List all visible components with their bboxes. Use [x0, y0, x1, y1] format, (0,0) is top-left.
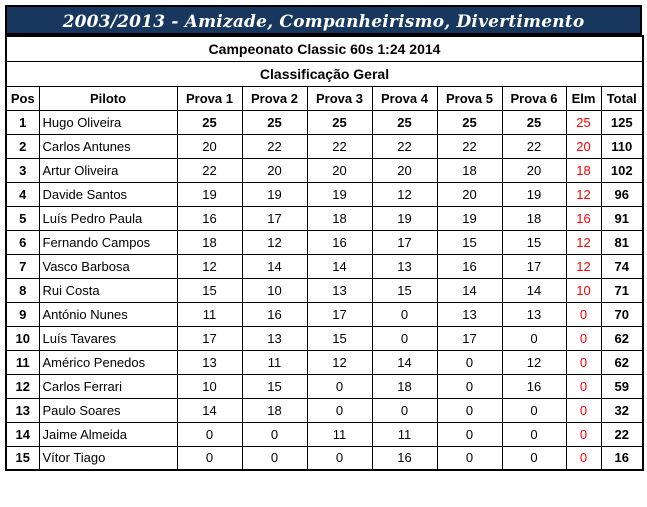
prova-1-cell: 22: [177, 158, 242, 182]
prova-4-cell: 0: [372, 398, 437, 422]
prova-1-cell: 11: [177, 302, 242, 326]
pos-cell: 3: [6, 158, 39, 182]
prova-2-cell: 15: [242, 374, 307, 398]
prova-1-cell: 13: [177, 350, 242, 374]
prova-4-cell: 25: [372, 110, 437, 134]
pos-cell: 14: [6, 422, 39, 446]
elm-cell: 12: [566, 254, 601, 278]
prova-2-cell: 18: [242, 398, 307, 422]
pos-cell: 9: [6, 302, 39, 326]
table-row: [6, 182, 643, 206]
header-total: Total: [601, 86, 643, 110]
prova-6-cell: 14: [502, 278, 566, 302]
prova-3-cell: 0: [307, 374, 372, 398]
piloto-cell: Luís Tavares: [39, 326, 177, 350]
piloto-cell: Davide Santos: [39, 182, 177, 206]
elm-cell: 20: [566, 134, 601, 158]
total-cell: 62: [601, 350, 643, 374]
prova-3-cell: 17: [307, 302, 372, 326]
header-piloto: Piloto: [39, 86, 177, 110]
prova-3-cell: 16: [307, 230, 372, 254]
prova-3-cell: 20: [307, 158, 372, 182]
piloto-cell: Rui Costa: [39, 278, 177, 302]
piloto-cell: Jaime Almeida: [39, 422, 177, 446]
elm-cell: 0: [566, 326, 601, 350]
prova-2-cell: 0: [242, 422, 307, 446]
elm-cell: 12: [566, 182, 601, 206]
total-cell: 70: [601, 302, 643, 326]
prova-3-cell: 18: [307, 206, 372, 230]
prova-5-cell: 0: [437, 446, 502, 470]
prova-5-cell: 14: [437, 278, 502, 302]
header-prova-2: Prova 2: [242, 86, 307, 110]
prova-1-cell: 25: [177, 110, 242, 134]
table-row: [6, 446, 643, 470]
total-cell: 102: [601, 158, 643, 182]
standings-table: [5, 35, 644, 471]
total-cell: 74: [601, 254, 643, 278]
total-cell: 110: [601, 134, 643, 158]
elm-cell: 12: [566, 230, 601, 254]
table-row: [6, 398, 643, 422]
header-row: [6, 86, 643, 110]
pos-cell: 7: [6, 254, 39, 278]
table-row: [6, 326, 643, 350]
prova-6-cell: 20: [502, 158, 566, 182]
prova-4-cell: 11: [372, 422, 437, 446]
prova-4-cell: 14: [372, 350, 437, 374]
prova-3-cell: 19: [307, 182, 372, 206]
prova-6-cell: 0: [502, 422, 566, 446]
standings-rows: [6, 110, 643, 470]
pos-cell: 11: [6, 350, 39, 374]
prova-6-cell: 0: [502, 446, 566, 470]
prova-6-cell: 15: [502, 230, 566, 254]
header-prova-3: Prova 3: [307, 86, 372, 110]
table-row: [6, 302, 643, 326]
standings-sheet: [5, 5, 642, 471]
pos-cell: 2: [6, 134, 39, 158]
header-prova-1: Prova 1: [177, 86, 242, 110]
prova-5-cell: 13: [437, 302, 502, 326]
table-row: [6, 230, 643, 254]
piloto-cell: Artur Oliveira: [39, 158, 177, 182]
prova-4-cell: 22: [372, 134, 437, 158]
elm-cell: 0: [566, 422, 601, 446]
elm-cell: 0: [566, 302, 601, 326]
prova-4-cell: 0: [372, 302, 437, 326]
piloto-cell: Carlos Ferrari: [39, 374, 177, 398]
prova-4-cell: 18: [372, 374, 437, 398]
pos-cell: 8: [6, 278, 39, 302]
table-row: [6, 206, 643, 230]
piloto-cell: Vítor Tiago: [39, 446, 177, 470]
table-row: [6, 374, 643, 398]
prova-5-cell: 15: [437, 230, 502, 254]
prova-3-cell: 22: [307, 134, 372, 158]
pos-cell: 1: [6, 110, 39, 134]
prova-6-cell: 0: [502, 326, 566, 350]
table-row: [6, 110, 643, 134]
prova-5-cell: 17: [437, 326, 502, 350]
banner-title: 2003/2013 - Amizade, Companheirismo, Divertimento: [5, 5, 642, 35]
prova-4-cell: 20: [372, 158, 437, 182]
pos-cell: 15: [6, 446, 39, 470]
prova-1-cell: 10: [177, 374, 242, 398]
prova-5-cell: 0: [437, 350, 502, 374]
elm-cell: 10: [566, 278, 601, 302]
prova-4-cell: 16: [372, 446, 437, 470]
total-cell: 71: [601, 278, 643, 302]
prova-1-cell: 0: [177, 446, 242, 470]
header-prova-6: Prova 6: [502, 86, 566, 110]
pos-cell: 4: [6, 182, 39, 206]
prova-3-cell: 14: [307, 254, 372, 278]
total-cell: 32: [601, 398, 643, 422]
table-row: [6, 134, 643, 158]
prova-2-cell: 20: [242, 158, 307, 182]
prova-5-cell: 25: [437, 110, 502, 134]
total-cell: 16: [601, 446, 643, 470]
prova-2-cell: 22: [242, 134, 307, 158]
total-cell: 96: [601, 182, 643, 206]
table-row: [6, 254, 643, 278]
pos-cell: 5: [6, 206, 39, 230]
piloto-cell: Carlos Antunes: [39, 134, 177, 158]
prova-2-cell: 12: [242, 230, 307, 254]
elm-cell: 0: [566, 446, 601, 470]
prova-3-cell: 12: [307, 350, 372, 374]
piloto-cell: Paulo Soares: [39, 398, 177, 422]
total-cell: 22: [601, 422, 643, 446]
elm-cell: 18: [566, 158, 601, 182]
prova-5-cell: 18: [437, 158, 502, 182]
table-row: [6, 158, 643, 182]
pos-cell: 6: [6, 230, 39, 254]
prova-1-cell: 15: [177, 278, 242, 302]
piloto-cell: António Nunes: [39, 302, 177, 326]
prova-2-cell: 25: [242, 110, 307, 134]
prova-5-cell: 0: [437, 374, 502, 398]
prova-3-cell: 13: [307, 278, 372, 302]
prova-1-cell: 16: [177, 206, 242, 230]
prova-1-cell: 12: [177, 254, 242, 278]
header-prova-4: Prova 4: [372, 86, 437, 110]
championship-title: Campeonato Classic 60s 1:24 2014: [6, 36, 643, 61]
pos-cell: 10: [6, 326, 39, 350]
prova-1-cell: 17: [177, 326, 242, 350]
prova-5-cell: 16: [437, 254, 502, 278]
prova-4-cell: 15: [372, 278, 437, 302]
prova-6-cell: 17: [502, 254, 566, 278]
prova-2-cell: 10: [242, 278, 307, 302]
elm-cell: 16: [566, 206, 601, 230]
prova-5-cell: 0: [437, 398, 502, 422]
header-prova-5: Prova 5: [437, 86, 502, 110]
prova-1-cell: 20: [177, 134, 242, 158]
prova-2-cell: 19: [242, 182, 307, 206]
prova-4-cell: 12: [372, 182, 437, 206]
prova-6-cell: 22: [502, 134, 566, 158]
pos-cell: 13: [6, 398, 39, 422]
total-cell: 59: [601, 374, 643, 398]
prova-3-cell: 11: [307, 422, 372, 446]
prova-1-cell: 18: [177, 230, 242, 254]
prova-4-cell: 0: [372, 326, 437, 350]
piloto-cell: Hugo Oliveira: [39, 110, 177, 134]
prova-5-cell: 22: [437, 134, 502, 158]
header-pos: Pos: [6, 86, 39, 110]
total-cell: 125: [601, 110, 643, 134]
prova-2-cell: 16: [242, 302, 307, 326]
prova-3-cell: 15: [307, 326, 372, 350]
table-row: [6, 422, 643, 446]
elm-cell: 0: [566, 374, 601, 398]
table-row: [6, 350, 643, 374]
prova-5-cell: 20: [437, 182, 502, 206]
prova-4-cell: 17: [372, 230, 437, 254]
prova-6-cell: 19: [502, 182, 566, 206]
prova-5-cell: 0: [437, 422, 502, 446]
prova-6-cell: 0: [502, 398, 566, 422]
prova-2-cell: 11: [242, 350, 307, 374]
prova-3-cell: 25: [307, 110, 372, 134]
prova-3-cell: 0: [307, 398, 372, 422]
prova-1-cell: 14: [177, 398, 242, 422]
total-cell: 91: [601, 206, 643, 230]
piloto-cell: Luís Pedro Paula: [39, 206, 177, 230]
total-cell: 81: [601, 230, 643, 254]
prova-2-cell: 17: [242, 206, 307, 230]
prova-6-cell: 25: [502, 110, 566, 134]
elm-cell: 0: [566, 398, 601, 422]
prova-6-cell: 13: [502, 302, 566, 326]
prova-2-cell: 14: [242, 254, 307, 278]
elm-cell: 25: [566, 110, 601, 134]
piloto-cell: Américo Penedos: [39, 350, 177, 374]
prova-5-cell: 19: [437, 206, 502, 230]
prova-4-cell: 13: [372, 254, 437, 278]
header-elm: Elm: [566, 86, 601, 110]
prova-3-cell: 0: [307, 446, 372, 470]
prova-2-cell: 0: [242, 446, 307, 470]
table-row: [6, 278, 643, 302]
prova-6-cell: 18: [502, 206, 566, 230]
prova-2-cell: 13: [242, 326, 307, 350]
prova-6-cell: 16: [502, 374, 566, 398]
total-cell: 62: [601, 326, 643, 350]
piloto-cell: Vasco Barbosa: [39, 254, 177, 278]
classification-title: Classificação Geral: [6, 61, 643, 86]
prova-6-cell: 12: [502, 350, 566, 374]
pos-cell: 12: [6, 374, 39, 398]
elm-cell: 0: [566, 350, 601, 374]
prova-1-cell: 0: [177, 422, 242, 446]
prova-1-cell: 19: [177, 182, 242, 206]
prova-4-cell: 19: [372, 206, 437, 230]
piloto-cell: Fernando Campos: [39, 230, 177, 254]
